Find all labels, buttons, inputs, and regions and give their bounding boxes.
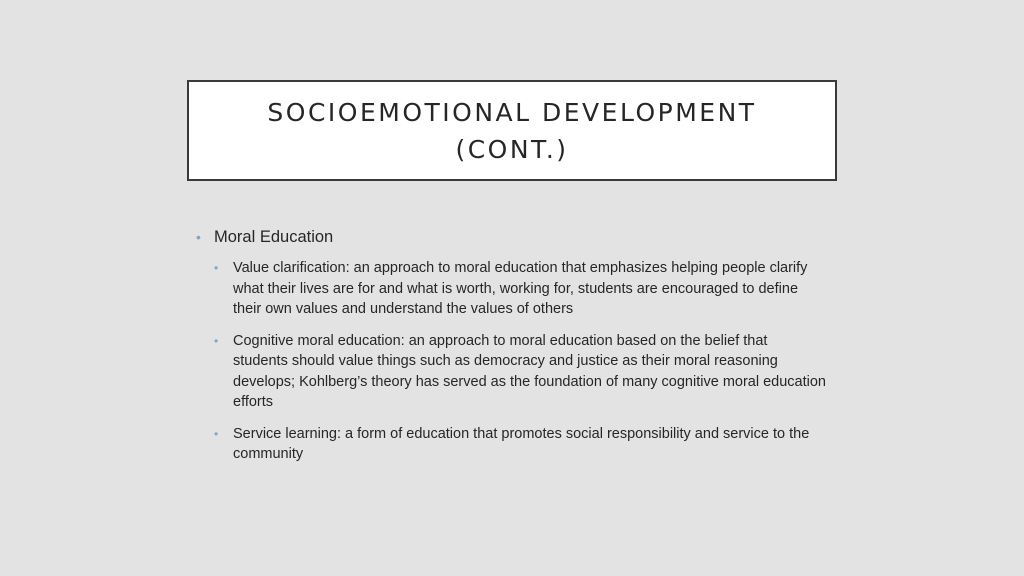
sub-bullet-item: [214, 331, 826, 413]
sub-bullet-list: [196, 258, 826, 465]
title-box: [187, 80, 837, 181]
sub-bullet-item: [214, 424, 826, 465]
slide-title-line-2: (CONT.): [455, 134, 569, 164]
main-bullet-text: Moral Education: [214, 228, 334, 246]
slide-title-line-1: SOCIOEMOTIONAL DEVELOPMENT: [267, 97, 757, 127]
sub-bullet-text: Value clarification: an approach to moral education that emphasizes helping people clarify what their lives are for and what is worth, working for, students are encouraged to define their own values and understand the values of others: [233, 260, 808, 317]
slide-content: [196, 226, 826, 476]
bullet-icon: •: [214, 333, 219, 348]
sub-bullet-text: Service learning: a form of education that promotes social responsibility and service to the community: [233, 425, 810, 462]
bullet-icon: •: [214, 261, 219, 275]
sub-bullet-item: [214, 258, 826, 320]
slide-title: [267, 94, 756, 168]
main-bullet-item: [196, 226, 826, 248]
bullet-icon: •: [196, 229, 201, 245]
bullet-icon: •: [214, 426, 219, 441]
sub-bullet-text: Cognitive moral education: an approach to moral education based on the belief that students should value things such as democracy and justice as their moral reasoning develops; Kohlberg’s theory has served as the foundation of many cognitive moral education efforts: [233, 332, 826, 410]
